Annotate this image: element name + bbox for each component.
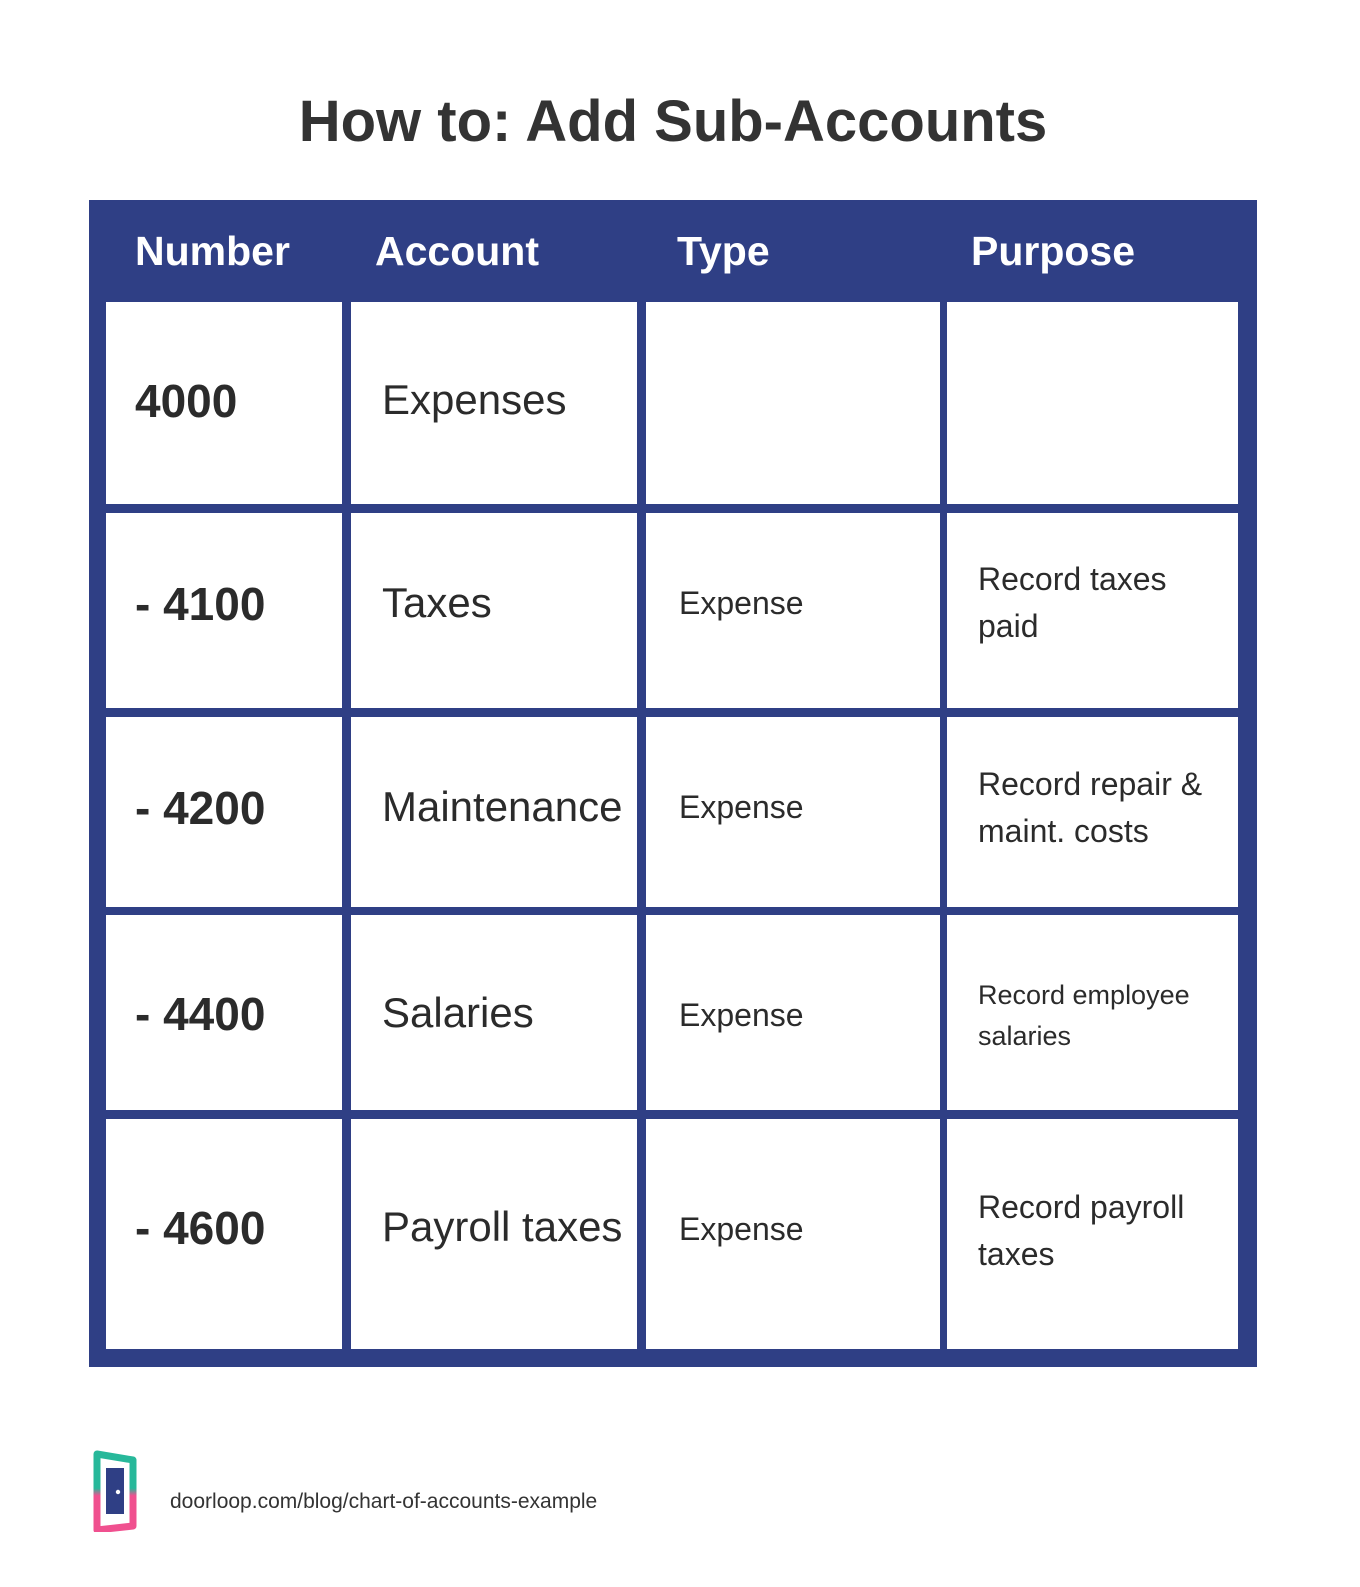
header-purpose: Purpose — [971, 228, 1136, 274]
row-account: Maintenance — [382, 783, 623, 830]
row-number: - 4600 — [135, 1202, 266, 1254]
header-type: Type — [677, 228, 770, 274]
row-purpose-line2: taxes — [978, 1236, 1055, 1272]
row-number: - 4100 — [135, 578, 266, 630]
row-account: Salaries — [382, 989, 534, 1036]
table-cell-purpose — [947, 513, 1238, 708]
table-cell-number — [106, 513, 342, 708]
table-cell-account — [351, 915, 637, 1110]
table-cell-number — [106, 1119, 342, 1349]
table-cell-type — [646, 302, 940, 504]
door-icon — [93, 1450, 137, 1532]
row-number: - 4400 — [135, 988, 266, 1040]
accounts-table — [89, 200, 1257, 1367]
table-cell-account — [351, 1119, 637, 1349]
table-cell-account — [351, 302, 637, 504]
row-number: - 4200 — [135, 782, 266, 834]
row-type: Expense — [679, 585, 804, 621]
row-purpose-line2: paid — [978, 608, 1039, 644]
page-title: How to: Add Sub-Accounts — [298, 89, 1048, 154]
table-cell-account — [351, 513, 637, 708]
row-account: Payroll taxes — [382, 1203, 623, 1250]
row-type: Expense — [679, 997, 804, 1033]
table-cell-number — [106, 915, 342, 1110]
row-purpose-line1: Record employee — [978, 980, 1190, 1010]
row-number: 4000 — [135, 375, 238, 427]
table-cell-type — [646, 1119, 940, 1349]
table-cell-number — [106, 717, 342, 907]
table-cell-type — [646, 513, 940, 708]
row-account: Taxes — [382, 579, 492, 626]
table-cell-type — [646, 915, 940, 1110]
row-purpose-line1: Record payroll — [978, 1189, 1185, 1225]
row-account: Expenses — [382, 376, 567, 423]
table-cell-purpose — [947, 717, 1238, 907]
row-purpose-line2: maint. costs — [978, 813, 1149, 849]
row-purpose-line2: salaries — [978, 1021, 1072, 1051]
header-number: Number — [135, 228, 290, 274]
header-account: Account — [375, 228, 539, 274]
row-type: Expense — [679, 1211, 804, 1247]
table-cell-type — [646, 717, 940, 907]
table-cell-purpose — [947, 302, 1238, 504]
row-purpose-line1: Record repair & — [978, 766, 1203, 802]
table-cell-number — [106, 302, 342, 504]
row-type: Expense — [679, 789, 804, 825]
row-purpose-line1: Record taxes — [978, 561, 1167, 597]
source-url[interactable]: doorloop.com/blog/chart-of-accounts-example — [170, 1490, 598, 1513]
table-cell-account — [351, 717, 637, 907]
table-cell-purpose — [947, 1119, 1238, 1349]
table-cell-purpose — [947, 915, 1238, 1110]
